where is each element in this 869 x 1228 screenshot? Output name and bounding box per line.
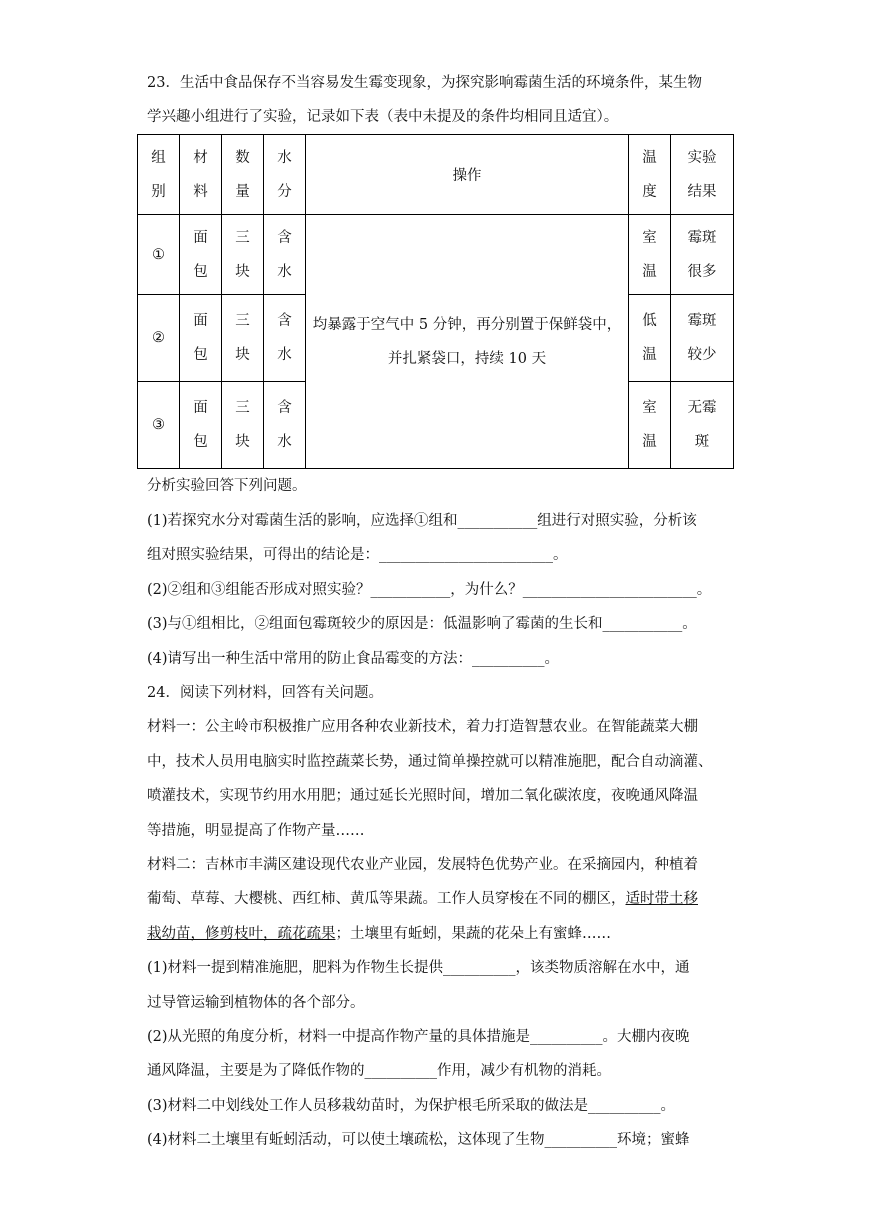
header-temperature: 温度	[629, 135, 671, 215]
cell-group: ①	[138, 215, 180, 295]
q24-m1-line4: 等措施，明显提高了作物产量……	[147, 823, 365, 839]
cell-water: 含水	[264, 382, 306, 469]
q23-p1-line1: (1)若探究水分对霉菌生活的影响，应选择①组和___________组进行对照实验，分析该	[147, 513, 697, 529]
operation-line2: 并扎紧袋口，持续 10 天	[387, 350, 547, 367]
experiment-table	[137, 134, 734, 469]
header-group: 组别	[138, 135, 180, 215]
q23-p4: (4)请写出一种生活中常用的防止食品霉变的方法：__________。	[147, 651, 560, 667]
cell-result: 无霉斑	[671, 382, 734, 469]
cell-group: ②	[138, 295, 180, 382]
cell-quantity: 三块	[222, 382, 264, 469]
q23-p2: (2)②组和③组能否形成对照实验？___________，为什么？________________________。	[147, 582, 712, 598]
q24-m1-line2: 中，技术人员用电脑实时监控蔬菜长势，通过简单操控就可以精准施肥，配合自动滴灌、	[147, 754, 713, 770]
operation-line1: 均暴露于空气中 5 分钟，再分别置于保鲜袋中，	[312, 316, 622, 333]
q24-m2-line3-text: ；土壤里有蚯蚓，果蔬的花朵上有蜜蜂……	[335, 926, 611, 942]
q23-intro-line2: 学兴趣小组进行了实验，记录如下表（表中未提及的条件均相同且适宜）。	[147, 109, 619, 125]
cell-material: 面包	[180, 295, 222, 382]
q24-m1-line1: 材料一：公主岭市积极推广应用各种农业新技术，着力打造智慧农业。在智能蔬菜大棚	[147, 719, 698, 735]
q24-p1-line2: 过导管运输到植物体的各个部分。	[147, 995, 365, 1011]
table-row	[138, 215, 734, 295]
q23-analysis: 分析实验回答下列问题。	[147, 478, 307, 494]
q24-m2-line3	[147, 924, 737, 944]
cell-result: 霉斑很多	[671, 215, 734, 295]
q24-m2-line1: 材料二：吉林市丰满区建设现代农业产业园，发展特色优势产业。在采摘园内，种植着	[147, 857, 698, 873]
q24-m2-line2-text: 葡萄、草莓、大樱桃、西红柿、黄瓜等果蔬。工作人员穿梭在不同的棚区，	[147, 891, 626, 907]
cell-water: 含水	[264, 215, 306, 295]
cell-material: 面包	[180, 382, 222, 469]
cell-result: 霉斑较少	[671, 295, 734, 382]
q24-m2-underlined-part1: 适时带土移	[625, 891, 698, 907]
header-quantity: 数量	[222, 135, 264, 215]
q24-p4: (4)材料二土壤里有蚯蚓活动，可以使土壤疏松，这体现了生物__________环境；蜜蜂	[147, 1132, 690, 1148]
table-header-row	[138, 135, 734, 215]
q23-p1-line2: 组对照实验结果，可得出的结论是：________________________。	[147, 547, 568, 563]
cell-temperature: 低温	[629, 295, 671, 382]
header-operation: 操作	[306, 135, 629, 215]
cell-quantity: 三块	[222, 215, 264, 295]
q23-intro-line1: 23．生活中食品保存不当容易发生霉变现象，为探究影响霉菌生活的环境条件，某生物	[147, 75, 702, 91]
q24-p3: (3)材料二中划线处工作人员移栽幼苗时，为保护根毛所采取的做法是__________。	[147, 1098, 676, 1114]
header-result: 实验结果	[671, 135, 734, 215]
q24-p2-line2: 通风降温，主要是为了降低作物的__________作用，减少有机物的消耗。	[147, 1063, 611, 1079]
q24-intro: 24．阅读下列材料，回答有关问题。	[147, 685, 383, 701]
cell-operation	[306, 215, 629, 469]
cell-temperature: 室温	[629, 215, 671, 295]
q24-p1-line1: (1)材料一提到精准施肥，肥料为作物生长提供__________，该类物质溶解在水中，通	[147, 960, 690, 976]
cell-water: 含水	[264, 295, 306, 382]
q24-m2-underlined-part2: 栽幼苗，修剪枝叶，疏花疏果	[147, 926, 336, 942]
cell-temperature: 室温	[629, 382, 671, 469]
q24-p2-line1: (2)从光照的角度分析，材料一中提高作物产量的具体措施是__________。大棚内夜晚	[147, 1029, 690, 1045]
cell-quantity: 三块	[222, 295, 264, 382]
cell-group: ③	[138, 382, 180, 469]
header-water: 水分	[264, 135, 306, 215]
q24-m2-line2	[147, 889, 737, 909]
q23-p3: (3)与①组相比，②组面包霉斑较少的原因是：低温影响了霉菌的生长和___________。	[147, 616, 697, 632]
q24-m1-line3: 喷灌技术，实现节约用水用肥；通过延长光照时间，增加二氧化碳浓度，夜晚通风降温	[147, 788, 698, 804]
header-material: 材料	[180, 135, 222, 215]
cell-material: 面包	[180, 215, 222, 295]
